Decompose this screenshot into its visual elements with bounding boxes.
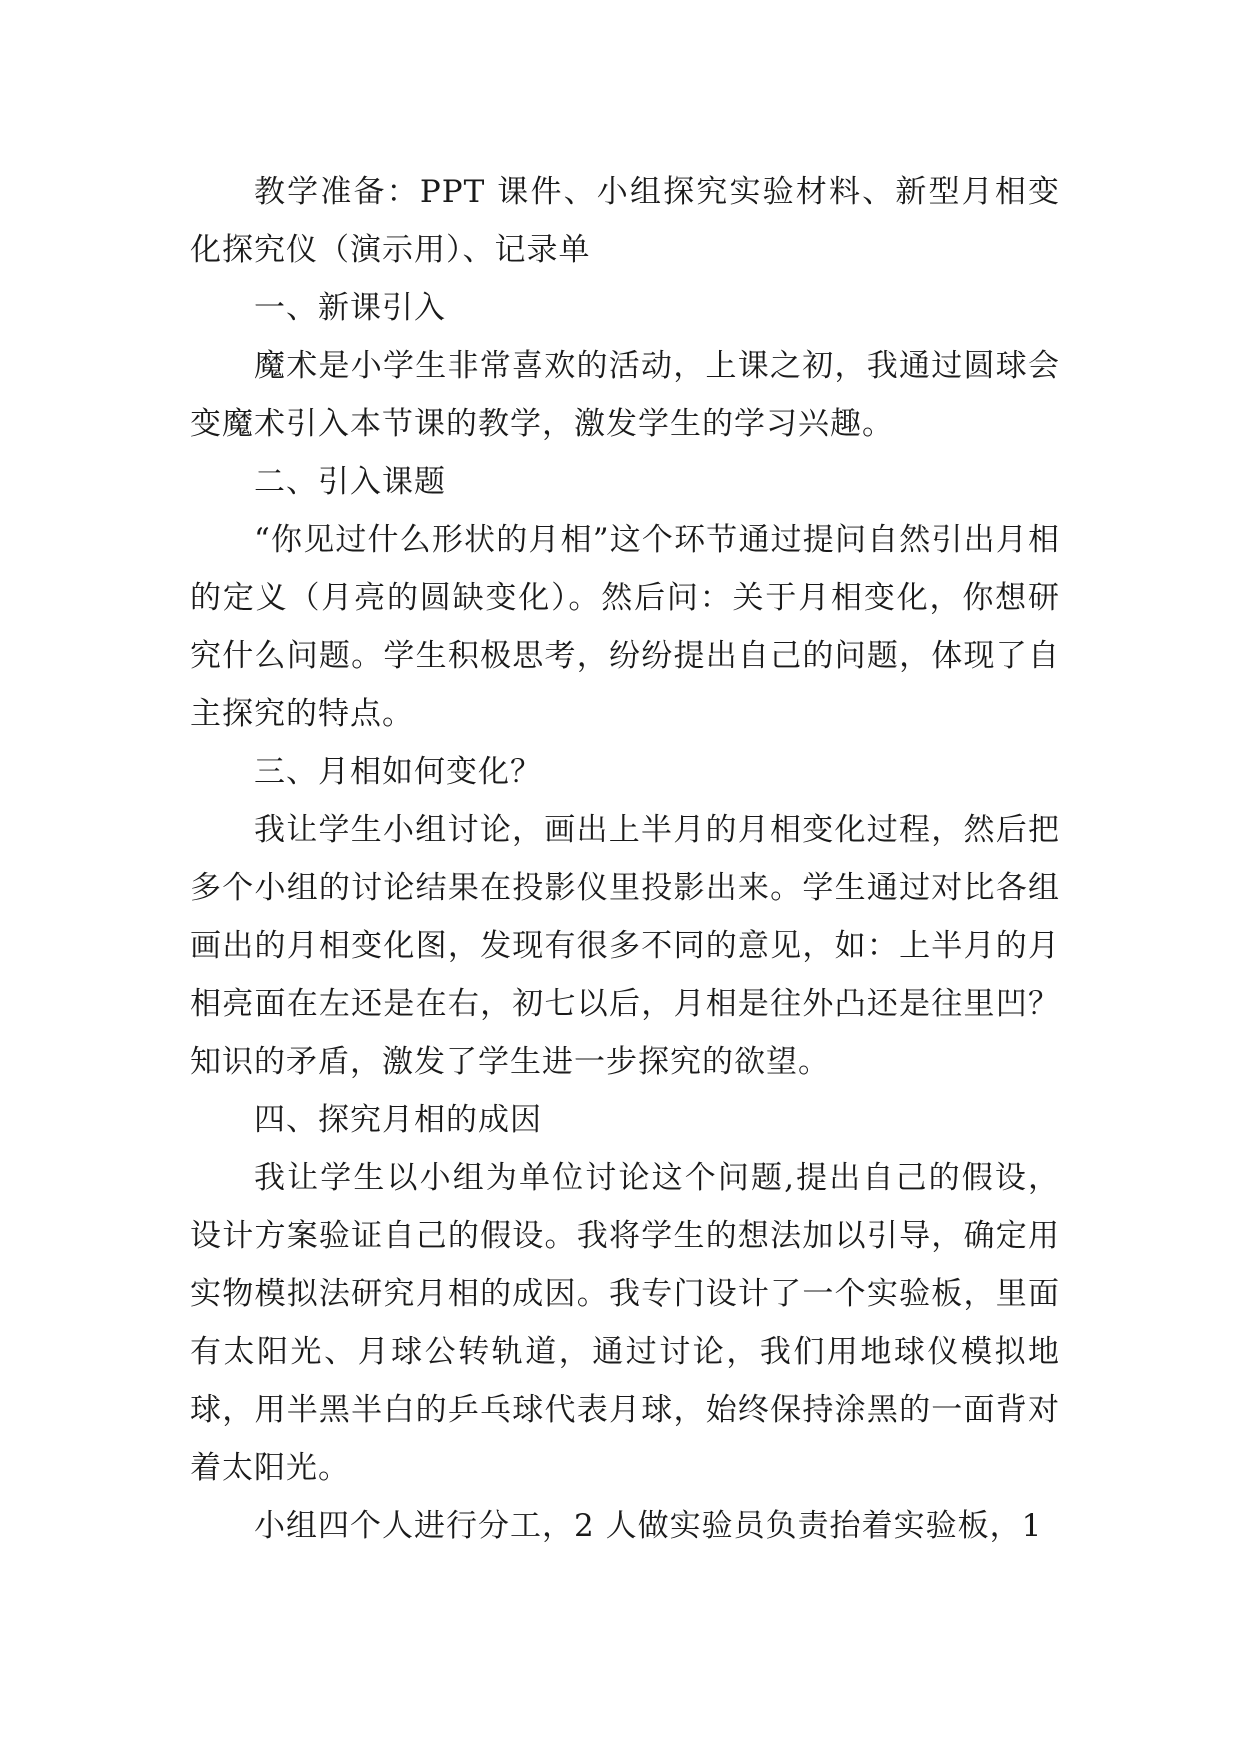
paragraph-group-roles: 小组四个人进行分工，2 人做实验员负责抬着实验板，1 <box>254 1508 1043 1544</box>
document-body <box>190 163 1060 1555</box>
heading-how-phases-change: 三、月相如何变化？ <box>254 754 542 790</box>
heading-introduce-topic: 二、引入课题 <box>254 464 446 500</box>
heading-causes-of-phases: 四、探究月相的成因 <box>254 1102 542 1138</box>
paragraph-moon-phase-definition: “你见过什么形状的月相”这个环节通过提问自然引出月相的定义（月亮的圆缺变化）。然后问：关于月相变化，你想研究什么问题。学生积极思考，纷纷提出自己的问题，体现了自主探究的特点。 <box>190 522 1060 732</box>
paragraph-group-discussion: 我让学生小组讨论，画出上半月的月相变化过程，然后把多个小组的讨论结果在投影仪里投影出来。学生通过对比各组画出的月相变化图，发现有很多不同的意见，如：上半月的月相亮面在左还是在右，初七以后，月相是往外凸还是往里凹？知识的矛盾，激发了学生进一步探究的欲望。 <box>190 812 1060 1080</box>
paragraph-preparation: 教学准备：PPT 课件、小组探究实验材料、新型月相变化探究仪（演示用）、记录单 <box>190 174 1060 268</box>
paragraph-magic-intro: 魔术是小学生非常喜欢的活动，上课之初，我通过圆球会变魔术引入本节课的教学，激发学生的学习兴趣。 <box>190 348 1060 442</box>
heading-new-lesson-intro: 一、新课引入 <box>254 290 446 326</box>
paragraph-experiment-design: 我让学生以小组为单位讨论这个问题,提出自己的假设，设计方案验证自己的假设。我将学生的想法加以引导，确定用实物模拟法研究月相的成因。我专门设计了一个实验板，里面有太阳光、月球公转轨道，通过讨论，我们用地球仪模拟地球，用半黑半白的乒乓球代表月球，始终保持涂黑的一面背对着太阳光。 <box>190 1160 1060 1486</box>
